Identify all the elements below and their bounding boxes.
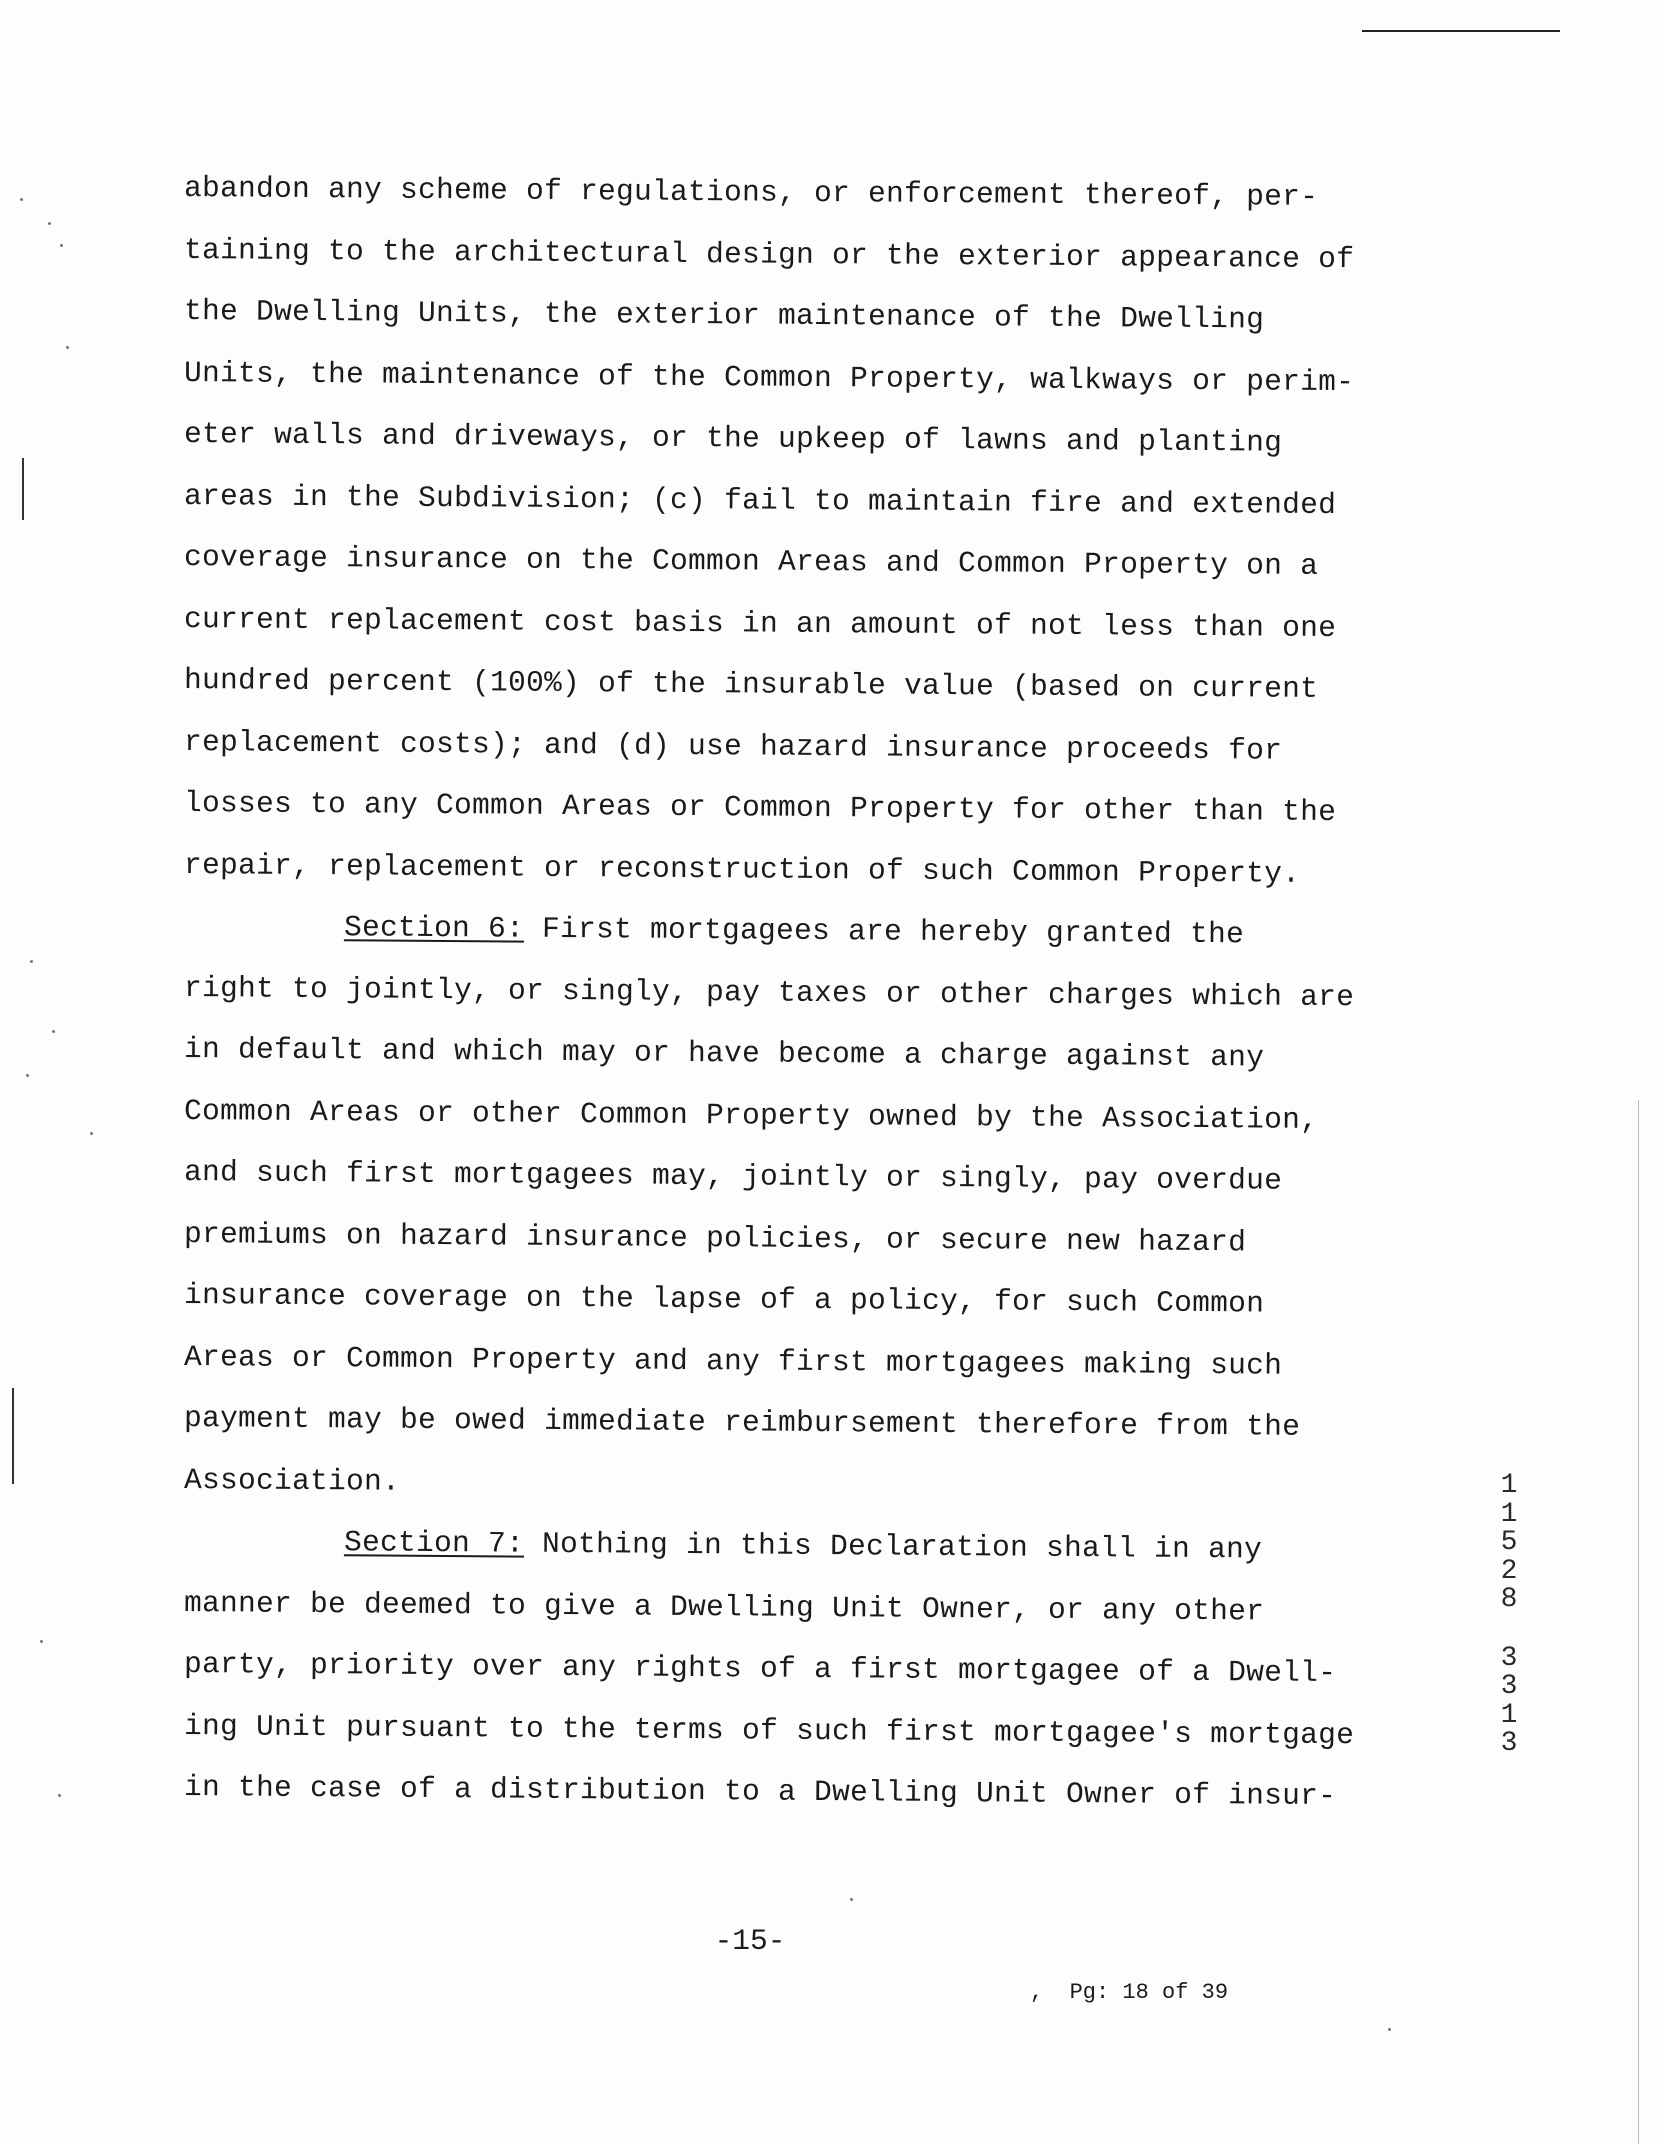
stamp-digit: 3 xyxy=(1500,1642,1518,1674)
scan-dot xyxy=(58,1794,61,1797)
text-line: payment may be owed immediate reimbursement therefore from the xyxy=(183,1401,1301,1444)
section-6-first-line-text: First mortgagees are hereby granted the xyxy=(523,911,1245,952)
scan-dot xyxy=(52,1030,55,1033)
text-line: areas in the Subdivision; (c) fail to maintain fire and extended xyxy=(183,478,1337,522)
text-line: ing Unit pursuant to the terms of such first mortgagee's mortgage xyxy=(183,1708,1355,1752)
stamp-digit: 1 xyxy=(1500,1498,1518,1530)
scan-mark xyxy=(22,458,24,520)
section-7-heading: Section 7: xyxy=(343,1525,525,1561)
body-text xyxy=(184,158,1414,1819)
text-line: taining to the architectural design or the exterior appearance of xyxy=(183,232,1355,276)
text-line: premiums on hazard insurance policies, or secure new hazard xyxy=(183,1216,1247,1259)
scan-dot xyxy=(1388,2028,1391,2031)
stamp-digit: 3 xyxy=(1500,1728,1518,1759)
section-7-first-line-text: Nothing in this Declaration shall in any xyxy=(523,1526,1263,1567)
text-line: Common Areas or other Common Property owned by the Association, xyxy=(183,1093,1319,1137)
stamp-digit: 8 xyxy=(1500,1584,1518,1615)
scan-edge xyxy=(1638,1100,1639,2144)
scan-dot xyxy=(20,198,23,201)
text-line: party, priority over any rights of a first mortgagee of a Dwell- xyxy=(183,1647,1337,1691)
stamp-digit: 1 xyxy=(1500,1699,1518,1731)
scan-mark xyxy=(12,1388,14,1484)
scan-dot xyxy=(48,222,51,225)
section-6-heading: Section 6: xyxy=(343,910,525,946)
text-line: insurance coverage on the lapse of a policy, for such Common xyxy=(183,1278,1265,1321)
stamp-digit: 1 xyxy=(1500,1470,1518,1501)
text-line: coverage insurance on the Common Areas and Common Property on a xyxy=(183,540,1319,583)
scan-dot xyxy=(26,1074,29,1077)
text-line: Association. xyxy=(183,1462,401,1499)
stamp-digit: 3 xyxy=(1500,1671,1518,1702)
scan-dot xyxy=(30,960,33,963)
scan-dot xyxy=(40,1640,43,1643)
stamp-digit: 5 xyxy=(1500,1527,1518,1558)
top-rule xyxy=(1362,30,1560,32)
scan-dot xyxy=(850,1898,853,1901)
text-line: hundred percent (100%) of the insurable value (based on current xyxy=(183,663,1319,706)
scan-dot xyxy=(60,244,63,247)
footer-page-count: , Pg: 18 of 39 xyxy=(1030,1980,1229,2005)
text-line: replacement costs); and (d) use hazard insurance proceeds for xyxy=(183,724,1283,768)
scan-dot xyxy=(90,1132,93,1135)
margin-stamp xyxy=(1494,1472,1524,1759)
text-line: in the case of a distribution to a Dwelling Unit Owner of insur- xyxy=(183,1770,1337,1814)
text-line: losses to any Common Areas or Common Property for other than the xyxy=(183,786,1337,830)
text-line: and such first mortgagees may, jointly or singly, pay overdue xyxy=(183,1155,1283,1198)
scan-dot xyxy=(66,346,69,349)
text-line: manner be deemed to give a Dwelling Unit Owner, or any other xyxy=(183,1585,1265,1628)
text-line: eter walls and driveways, or the upkeep of lawns and planting xyxy=(183,417,1283,460)
text-line: in default and which may or have become a charge against any xyxy=(183,1032,1265,1075)
text-line: abandon any scheme of regulations, or enforcement thereof, per- xyxy=(183,171,1319,214)
text-line: repair, replacement or reconstruction of such Common Property. xyxy=(183,847,1301,891)
page-number: -15- xyxy=(714,1924,786,1958)
text-line: Areas or Common Property and any first mortgagees making such xyxy=(183,1339,1283,1383)
section-7-first-line xyxy=(184,1511,1414,1582)
text-line: the Dwelling Units, the exterior maintenance of the Dwelling xyxy=(183,294,1265,337)
text-line: current replacement cost basis in an amount of not less than one xyxy=(183,601,1337,645)
section-6-first-line xyxy=(184,896,1414,967)
stamp-digit: 2 xyxy=(1500,1555,1518,1587)
text-line: Units, the maintenance of the Common Property, walkways or perim- xyxy=(183,355,1355,399)
text-line: right to jointly, or singly, pay taxes or other charges which are xyxy=(183,970,1355,1014)
